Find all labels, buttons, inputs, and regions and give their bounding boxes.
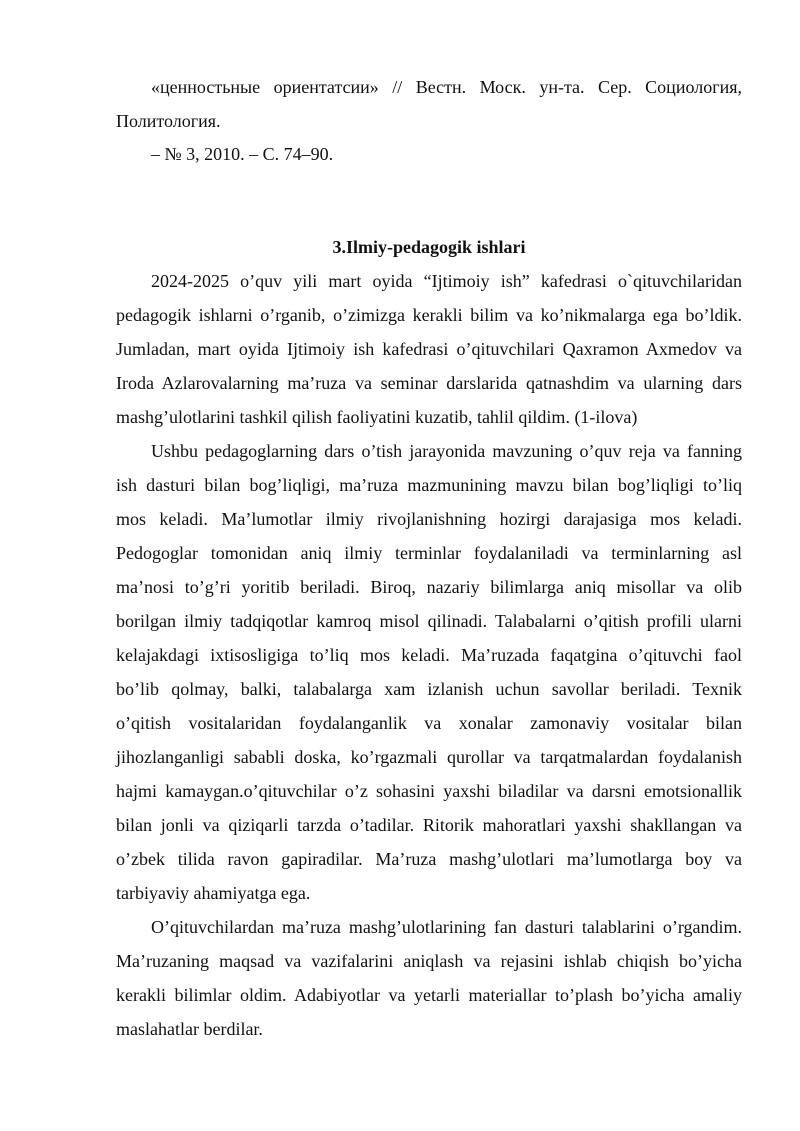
- paragraph1-line: Iroda Azlarovalarning ma’ruza va seminar darslarida qatnashdim va ularning dars: [116, 373, 742, 393]
- paragraph2-line: mos keladi. Ma’lumotlar ilmiy rivojlanishning hozirgi darajasiga mos keladi.: [116, 509, 742, 529]
- paragraph2-line: jihozlanganligi sababli doska, ko’rgazmali qurollar va tarqatmalardan foydalanish: [116, 747, 742, 767]
- paragraph2-line: kelajakdagi ixtisosligiga to’liq mos keladi. Ma’ruzada faqatgina o’qituvchi faol: [116, 645, 742, 665]
- paragraph2-line: bilan jonli va qiziqarli tarzda o’tadilar. Ritorik mahoratlari yaxshi shakllangan va: [116, 815, 742, 835]
- paragraph1-line: 2024-2025 o’quv yili mart oyida “Ijtimoiy ish” kafedrasi o`qituvchilaridan: [151, 271, 742, 291]
- paragraph2-line: ma’nosi to’g’ri yoritib beriladi. Biroq, nazariy bilimlarga aniq misollar va olib: [116, 577, 742, 597]
- reference-line-3: – № 3, 2010. – С. 74–90.: [151, 144, 334, 164]
- paragraph2-line: o’zbek tilida ravon gapiradilar. Ma’ruza mashg’ulotlari ma’lumotlarga boy va: [116, 849, 742, 869]
- paragraph1-line: Jumladan, mart oyida Ijtimoiy ish kafedrasi o’qituvchilari Qaxramon Axmedov va: [116, 339, 742, 359]
- paragraph2-line: bo’lib qolmay, balki, talabalarga xam izlanish uchun savollar beriladi. Texnik: [116, 679, 742, 699]
- paragraph2-line: tarbiyaviy ahamiyatga ega.: [116, 883, 311, 903]
- paragraph1-line: mashg’ulotlarini tashkil qilish faoliyatini kuzatib, tahlil qildim. (1-ilova): [116, 407, 638, 427]
- paragraph3-line: kerakli bilimlar oldim. Adabiyotlar va yetarli materiallar to’plash bo’yicha amaliy: [116, 985, 742, 1005]
- paragraph3-line: maslahatlar berdilar.: [116, 1019, 263, 1039]
- paragraph3-line: Ma’ruzaning maqsad va vazifalarini aniqlash va rejasini ishlab chiqish bo’yicha: [116, 951, 742, 971]
- paragraph2-line: hajmi kamaygan.o’qituvchilar o’z sohasini yaxshi biladilar va darsni emotsionallik: [116, 781, 742, 801]
- paragraph2-line: borilgan ilmiy tadqiqotlar kamroq misol qilinadi. Talabalarni o’qitish profili ularni: [116, 611, 742, 631]
- section-heading: 3.Ilmiy-pedagogik ishlari: [332, 237, 526, 257]
- paragraph3-line: O’qituvchilardan ma’ruza mashg’ulotlarining fan dasturi talablarini o’rgandim.: [151, 917, 742, 937]
- reference-line-2: Политология.: [116, 111, 221, 131]
- paragraph2-line: Ushbu pedagoglarning dars o’tish jarayonida mavzuning o’quv reja va fanning: [151, 441, 742, 461]
- paragraph1-line: pedagogik ishlarni o’rganib, o’zimizga kerakli bilim va ko’nikmalarga ega bo’ldik.: [116, 305, 742, 325]
- paragraph2-line: Pedogoglar tomonidan aniq ilmiy terminlar foydalaniladi va terminlarning asl: [116, 543, 742, 563]
- paragraph2-line: ish dasturi bilan bog’liqligi, ma’ruza mazmunining mavzu bilan bog’liqligi to’liq: [116, 475, 742, 495]
- paragraph2-line: o’qitish vositalaridan foydalanganlik va xonalar zamonaviy vositalar bilan: [116, 713, 742, 733]
- reference-line-1: «ценностьные ориентатсии» // Вестн. Моск. ун-та. Сер. Социология,: [151, 77, 742, 97]
